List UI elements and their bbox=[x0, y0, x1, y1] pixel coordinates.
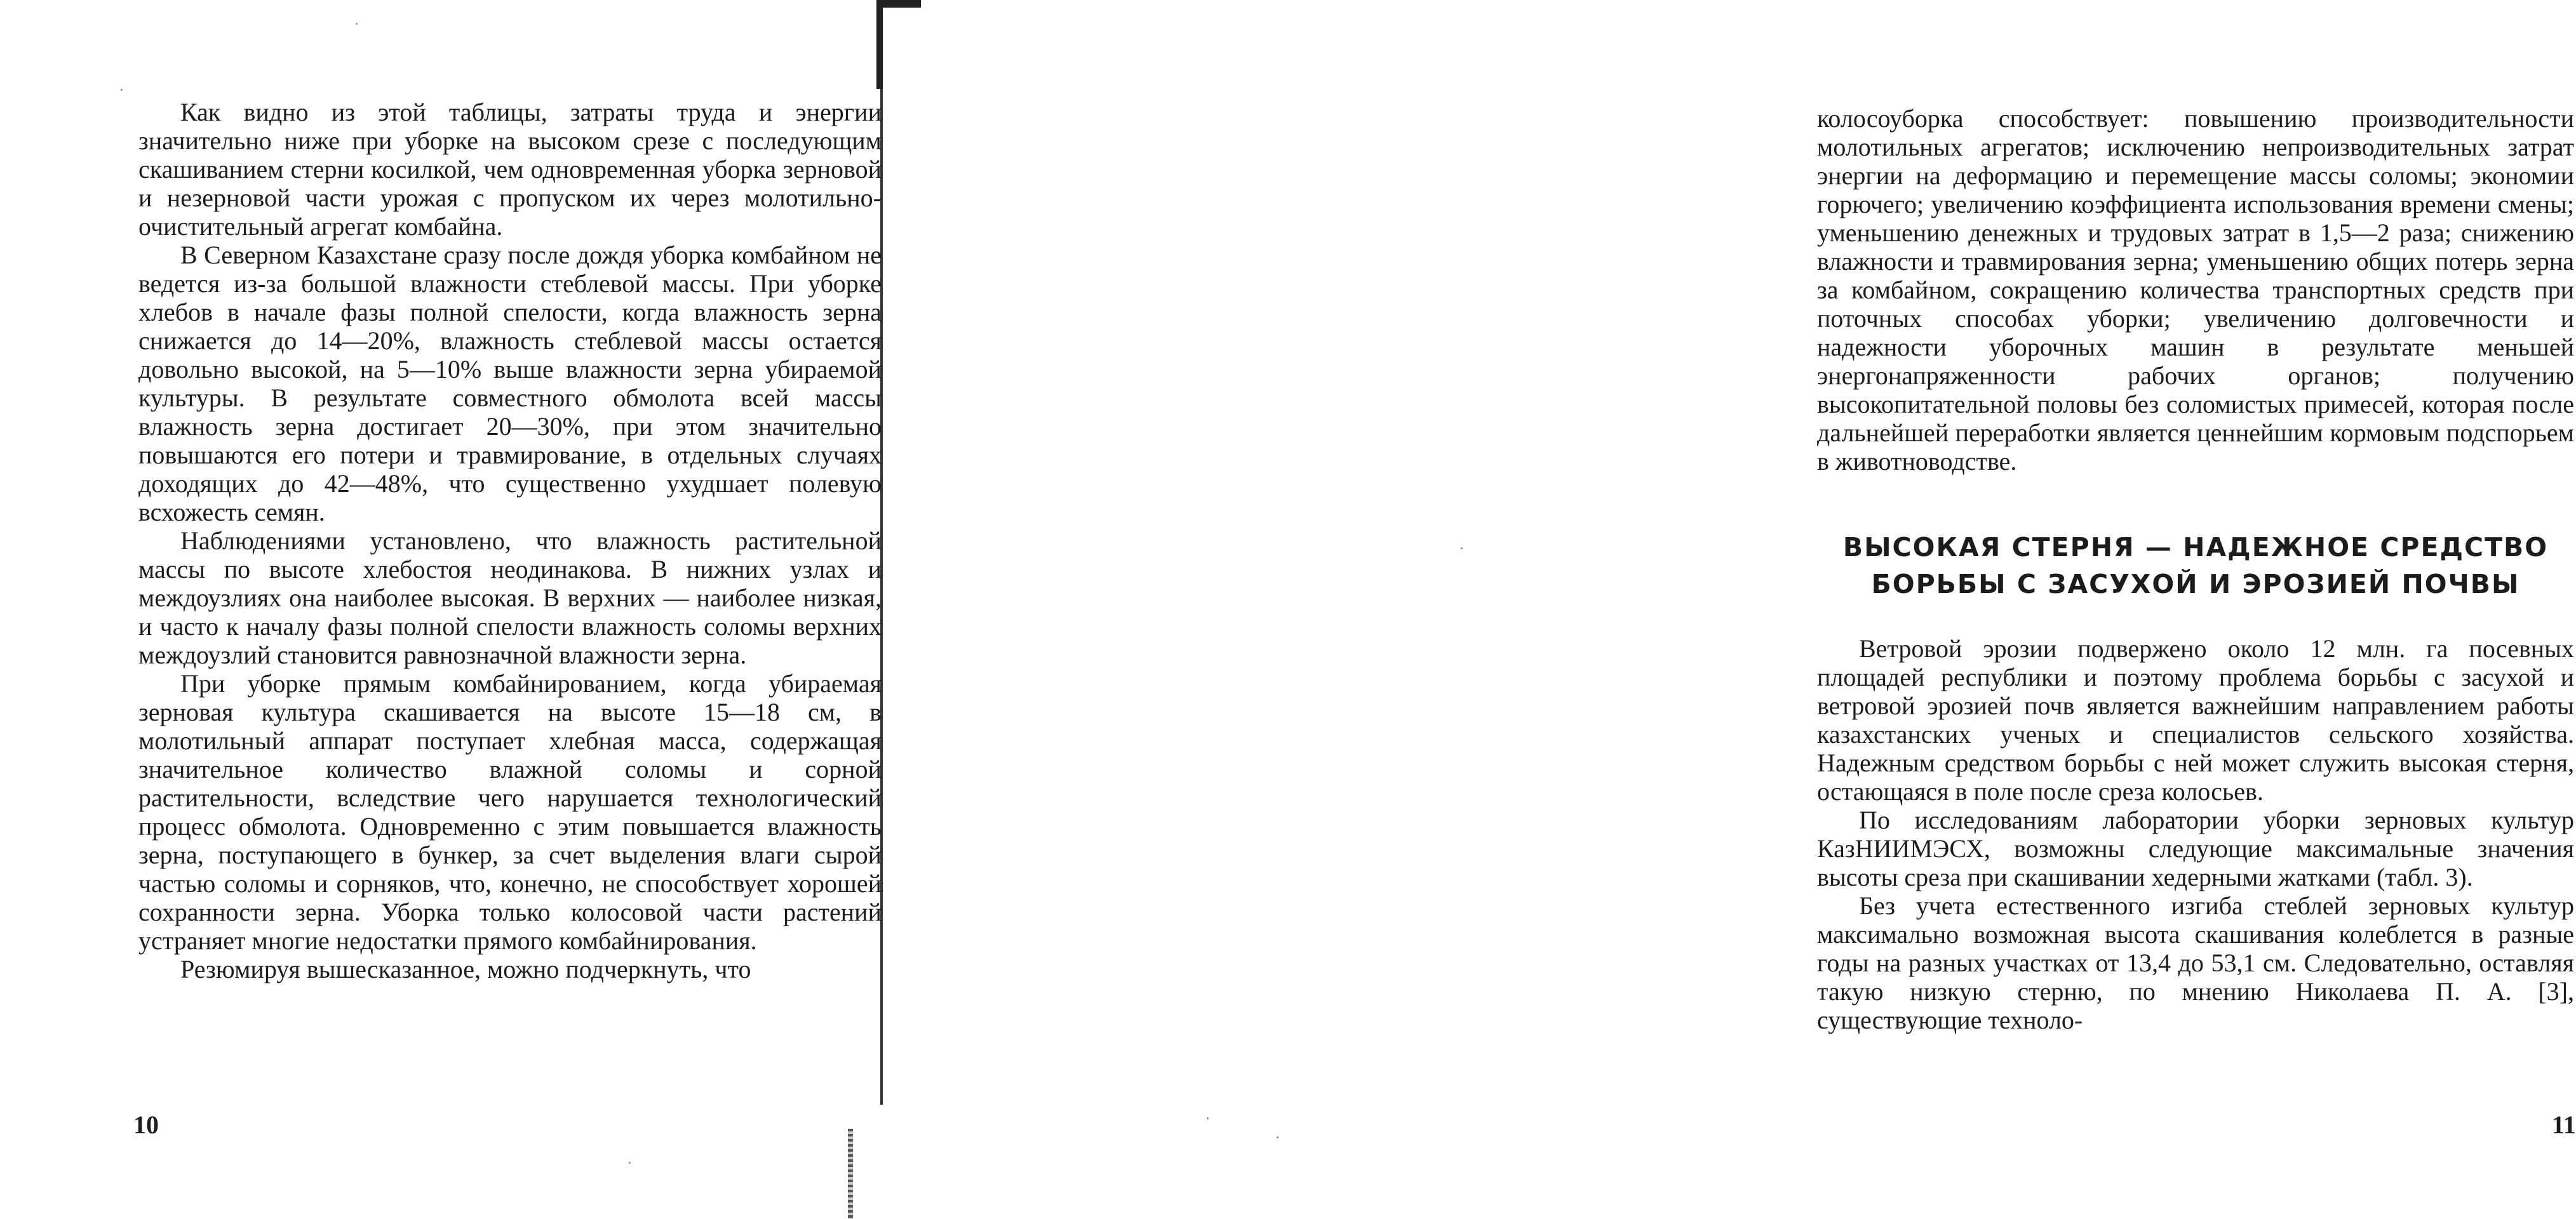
scan-speck bbox=[121, 89, 123, 91]
paragraph: По исследованиям лаборатории уборки зерновых культур КазНИИМЭСХ, возможны следующие максимальные значения высоты среза при скашивании хедерными жатками (табл. 3). bbox=[1817, 806, 2574, 891]
scan-speck bbox=[629, 1162, 631, 1164]
paragraph: Как видно из этой таблицы, затраты труда и энергии значительно ниже при уборке на высоком срезе с последующим скашиванием стерни косилкой, чем одновременная уборка зерновой и незерновой части урожая с пропуском их через молотильно-очистительный агрегат комбайна. bbox=[138, 98, 882, 241]
left-page bbox=[0, 0, 888, 1219]
paragraph: Наблюдениями установлено, что влажность растительной массы по высоте хлебостоя неодинакова. В нижних узлах и междоузлиях она наиболее высокая. В верхних — наиболее низкая, и часто к началу фазы полной спелости влажность соломы верхних междоузлий становится равнозначной влажности зерна. bbox=[138, 526, 882, 669]
paragraph: В Северном Казахстане сразу после дождя уборка комбайном не ведется из-за большой влажности стеблевой массы. При уборке хлебов в начале фазы полной спелости, когда влажность зерна снижается до 14—20%, влажность стеблевой массы остается довольно высокой, на 5—10% выше влажности зерна убираемой культуры. В результате совместного обмолота всей массы влажность зерна достигает 20—30%, при этом значительно повышаются его потери и травмирование, в отдельных случаях доходящих до 42—48%, что существенно ухудшает полевую всхожесть семян. bbox=[138, 241, 882, 526]
right-page bbox=[888, 0, 2576, 1219]
heading-line: ВЫСОКАЯ СТЕРНЯ — НАДЕЖНОЕ СРЕДСТВО bbox=[1842, 532, 2549, 563]
scan-speck bbox=[1207, 1117, 1209, 1119]
paragraph: Ветровой эрозии подвержено около 12 млн. га посевных площадей республики и поэтому проблема борьбы с засухой и ветровой эрозией почв является важнейшим направлением работы казахстанских ученых и специалистов сельского хозяйства. Надежным средством борьбы с ней может служить высокая стерня, остающаяся в поле после среза колосьев. bbox=[1817, 634, 2574, 806]
page-number: 11 bbox=[2552, 1110, 2576, 1139]
paragraph: Резюмируя вышесказанное, можно подчеркнуть, что bbox=[180, 955, 751, 983]
scan-speck bbox=[1461, 547, 1463, 549]
paragraph: При уборке прямым комбайнированием, когда убираемая зерновая культура скашивается на высоте 15—18 см, в молотильный аппарат поступает хлебная масса, содержащая значительное количество влажной соломы и сорной растительности, вследствие чего нарушается технологический процесс обмолота. Одновременно с этим повышается влажность зерна, поступающего в бункер, за счет выделения влаги сырой частью соломы и сорняков, что, конечно, не способствует хорошей сохранности зерна. Уборка только колосовой части растений устраняет многие недостатки прямого комбайнирования. bbox=[138, 669, 882, 955]
page-number: 10 bbox=[133, 1110, 159, 1139]
paragraph: Без учета естественного изгиба стеблей зерновых культур максимально возможная высота скашивания колеблется в разные годы на разных участках от 13,4 до 53,1 см. Следовательно, оставляя такую низкую стерню, по мнению Николаева П. А. [3], существующие техноло- bbox=[1817, 891, 2574, 1034]
scan-speck bbox=[1277, 1136, 1278, 1138]
paragraph-continued: колосоуборка способствует: повышению производительности молотильных агрегатов; исключению непроизводительных затрат энергии на деформацию и перемещение массы соломы; экономии горючего; увеличению коэффициента использования времени смены; уменьшению денежных и трудовых затрат в 1,5—2 раза; снижению влажности и травмирования зерна; уменьшению общих потерь зерна за комбайном, сокращению количества транспортных средств при поточных способах уборки; увеличению долговечности и надежности уборочных машин в результате меньшей энергонапряженности рабочих органов; получению высокопитательной половы без соломистых примесей, которая после дальнейшей переработки является ценнейшим кормовым подспорьем в животноводстве. bbox=[1817, 104, 2574, 476]
section-heading bbox=[1817, 529, 2574, 603]
left-text-column bbox=[138, 98, 882, 983]
right-text-column bbox=[1817, 104, 2574, 1034]
heading-line: БОРЬБЫ С ЗАСУХОЙ И ЭРОЗИЕЙ ПОЧВЫ bbox=[1871, 569, 2520, 599]
scan-speck bbox=[356, 23, 358, 25]
